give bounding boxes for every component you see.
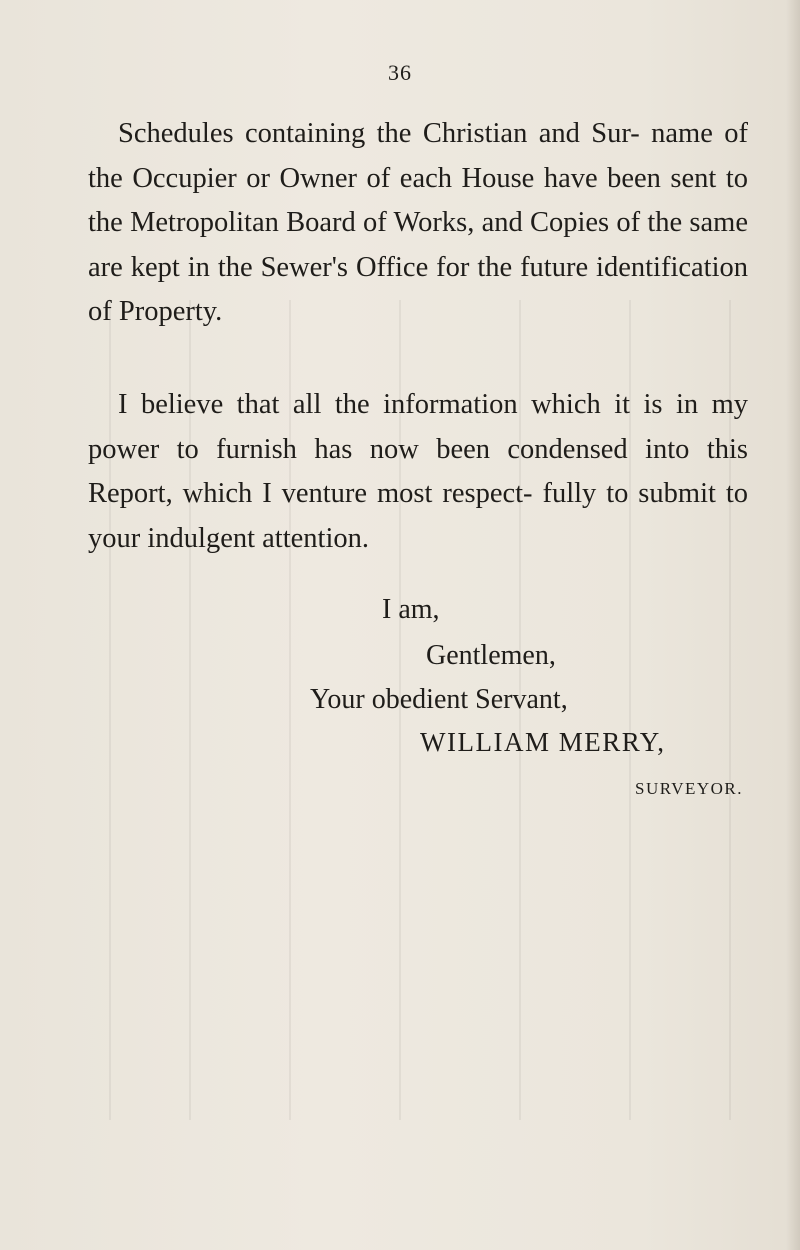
- paragraph-schedules: Schedules containing the Christian and Sur- name of the Occupier or Owner of each House have been sent to the Metropolitan Board of Works, and Copies of the same are kept in the Sewer's Office for the future identification of Property.: [88, 118, 748, 327]
- signatory-title: SURVEYOR.: [635, 779, 744, 798]
- page-number: 36: [388, 60, 412, 85]
- closing-valediction: Your obedient Servant,: [310, 684, 568, 715]
- signatory-name: WILLIAM MERRY,: [420, 727, 666, 757]
- closing-salutation: I am,: [382, 594, 440, 625]
- paragraph-belief: I believe that all the information which it is in my power to furnish has now been condensed into this Report, which I venture most respect- fully to submit to your indulgent attention.: [88, 389, 748, 554]
- page-edge-shadow: [786, 0, 800, 1250]
- closing-addressee: Gentlemen,: [426, 640, 556, 671]
